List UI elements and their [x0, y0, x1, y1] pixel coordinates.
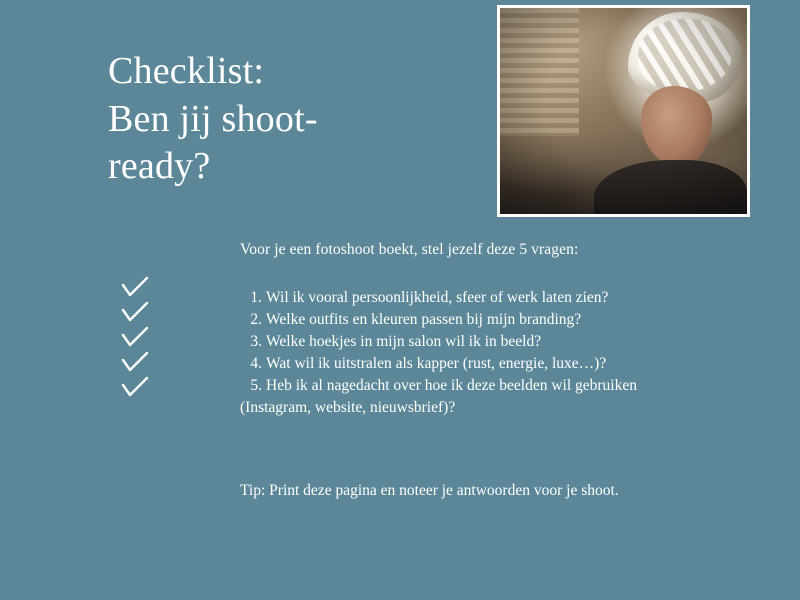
list-item-label: Welke outfits en kleuren passen bij mijn branding?	[266, 311, 582, 328]
intro-text: Voor je een fotoshoot boekt, stel jezelf deze 5 vragen:	[240, 241, 579, 258]
photo	[497, 5, 750, 217]
list-item	[240, 353, 710, 375]
list-item-label: Heb ik al nagedacht over hoe ik deze beelden wil gebruiken	[266, 377, 637, 394]
title-line-3: ready?	[108, 145, 211, 187]
list-item-label: Wat wil ik uitstralen als kapper (rust, energie, luxe…)?	[266, 355, 607, 372]
list-item	[240, 331, 710, 353]
question-list	[240, 287, 710, 419]
title-line-1: Checklist:	[108, 50, 265, 92]
list-item-label: Wil ik vooral persoonlijkheid, sfeer of werk laten zien?	[266, 289, 609, 306]
list-item-continuation: (Instagram, website, nieuwsbrief)?	[240, 399, 456, 416]
list-item	[240, 309, 710, 331]
checkmark-column	[120, 276, 150, 400]
check-icon	[120, 276, 150, 300]
list-item-number: 1.	[250, 289, 262, 306]
list-item-number: 2.	[250, 311, 262, 328]
check-icon	[120, 351, 150, 375]
list-item-number: 4.	[250, 355, 262, 372]
list-item-number: 5.	[250, 377, 262, 394]
photo-vignette	[500, 8, 747, 214]
check-icon	[120, 326, 150, 350]
title-line-2: Ben jij shoot-	[108, 97, 318, 140]
list-item-label: Welke hoekjes in mijn salon wil ik in beeld?	[266, 333, 542, 350]
page-title	[108, 48, 468, 191]
list-item	[240, 375, 710, 397]
tip-text: Tip: Print deze pagina en noteer je antwoorden voor je shoot.	[240, 482, 619, 499]
check-icon	[120, 376, 150, 400]
list-item	[240, 287, 710, 309]
check-icon	[120, 301, 150, 325]
list-item-number: 3.	[250, 333, 262, 350]
